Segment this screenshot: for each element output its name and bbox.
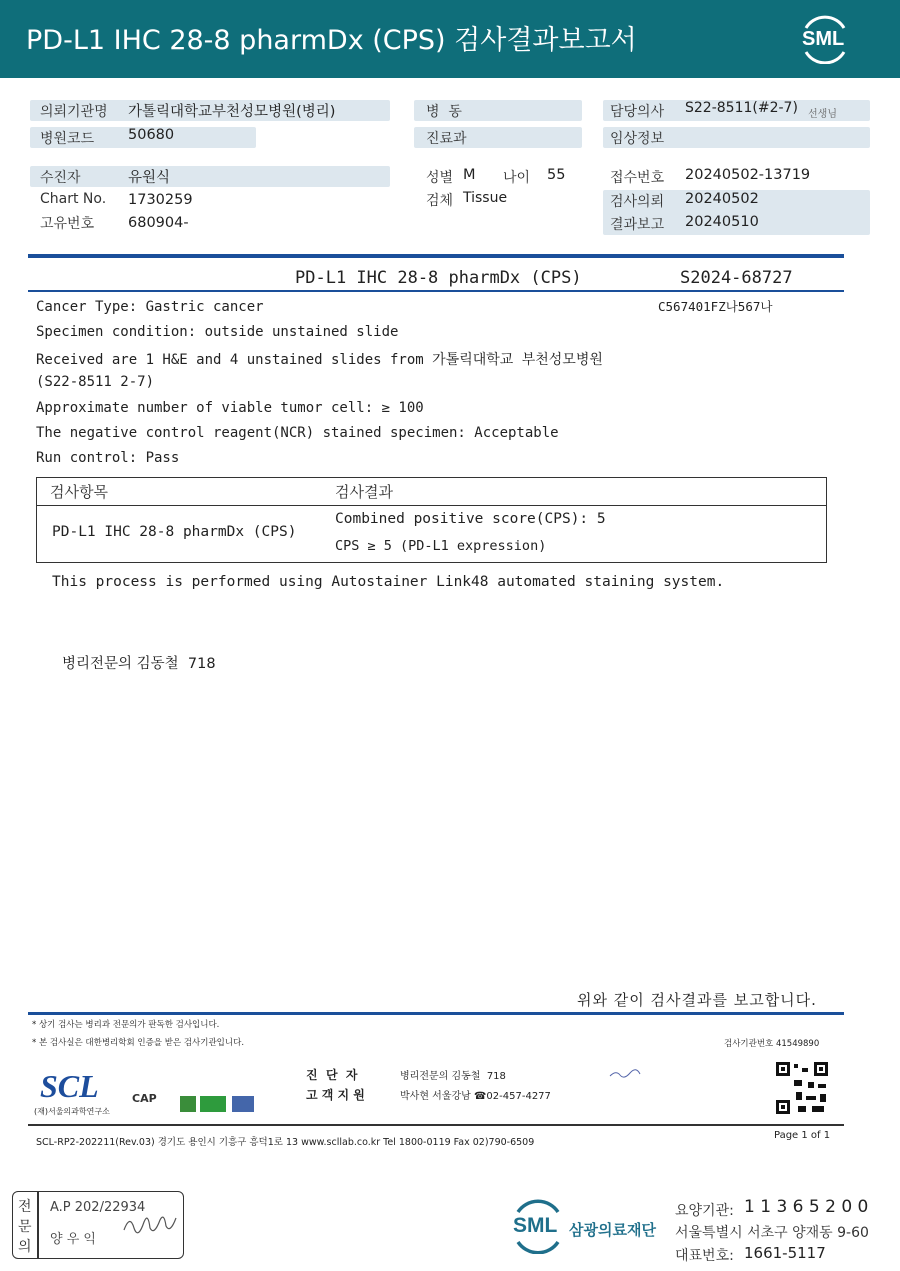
footer-note-1: * 상기 검사는 병리과 전문의가 판독한 검사입니다. bbox=[32, 1020, 220, 1030]
qr-code-icon bbox=[774, 1060, 830, 1116]
stamp-char-3: 의 bbox=[18, 1239, 32, 1255]
closing-statement: 위와 같이 검사결과를 보고합니다. bbox=[577, 991, 817, 1009]
report-line-ncr: The negative control reagent(NCR) stained specimen: Acceptable bbox=[36, 425, 559, 441]
address: 서울특별시 서초구 양재동 9-60 bbox=[675, 1225, 869, 1241]
signature-scribble-icon bbox=[608, 1068, 642, 1080]
id-label: 고유번호 bbox=[40, 216, 95, 232]
sex-label: 성별 bbox=[426, 170, 454, 186]
kolas-mark-icon bbox=[232, 1096, 254, 1112]
result-table-divider bbox=[37, 505, 826, 506]
sex-value: M bbox=[463, 167, 476, 183]
foundation-name: 삼광의료재단 bbox=[569, 1221, 656, 1239]
hospital-code-value: 50680 bbox=[128, 127, 175, 143]
report-header bbox=[0, 0, 900, 78]
id-value: 680904- bbox=[128, 215, 189, 231]
report-top-rule bbox=[28, 254, 844, 258]
footer-note-2: * 본 검사실은 대한병리학회 인증을 받은 검사기관입니다. bbox=[32, 1038, 245, 1048]
scl-name: (재)서울의과학연구소 bbox=[34, 1107, 110, 1116]
report-line-received: Received are 1 H&E and 4 unstained slides from 가톨릭대학교 부천성모병원 bbox=[36, 352, 603, 368]
age-value: 55 bbox=[547, 167, 566, 183]
accreditation-mark-icon bbox=[180, 1096, 196, 1112]
result-cps-interpretation: CPS ≥ 5 (PD-L1 expression) bbox=[335, 538, 547, 554]
report-date-label: 결과보고 bbox=[610, 217, 665, 233]
cap-logo: CAP bbox=[132, 1092, 157, 1105]
result-cps-score: Combined positive score(CPS): 5 bbox=[335, 511, 606, 527]
customer-support-value: 박사현 서울강남 ☎02-457-4277 bbox=[400, 1091, 551, 1102]
handwritten-signature-icon bbox=[120, 1206, 180, 1246]
department-label: 진료과 bbox=[426, 131, 467, 147]
clinical-label: 임상정보 bbox=[610, 131, 665, 147]
report-line-cancer-type: Cancer Type: Gastric cancer bbox=[36, 299, 264, 315]
lab-number: 검사기관번호 41549890 bbox=[724, 1039, 820, 1049]
scl-logo: SCL bbox=[40, 1068, 99, 1104]
stamp-name: 양 우 익 bbox=[50, 1232, 96, 1247]
sml-logo-text: SML bbox=[802, 28, 845, 50]
care-institution-label: 요양기관: bbox=[675, 1203, 734, 1219]
request-label: 검사의뢰 bbox=[610, 194, 665, 210]
eqa-mark-icon bbox=[200, 1096, 226, 1112]
age-label: 나이 bbox=[503, 170, 531, 186]
customer-support-label: 고 객 지 원 bbox=[306, 1088, 365, 1102]
patient-label: 수진자 bbox=[40, 170, 81, 186]
form-info-line: SCL-RP2-202211(Rev.03) 경기도 용인시 기흥구 흥덕1로 13 www.scllab.co.kr Tel 1800-0119 Fax 02)790-6509 bbox=[36, 1137, 535, 1148]
receipt-value: 20240502-13719 bbox=[685, 167, 811, 183]
result-table-header-result: 검사결과 bbox=[335, 483, 393, 501]
ward-label: 병 동 bbox=[426, 104, 462, 120]
process-note: This process is performed using Autostainer Link48 automated staining system. bbox=[52, 574, 725, 590]
page-number: Page 1 of 1 bbox=[774, 1130, 831, 1141]
footer-bottom-rule bbox=[28, 1124, 844, 1126]
chart-label: Chart No. bbox=[40, 191, 107, 207]
pathologist-signature: 병리전문의 김동철 718 bbox=[62, 656, 216, 672]
result-table-header-item: 검사항목 bbox=[50, 483, 108, 501]
stamp-divider bbox=[37, 1192, 39, 1258]
stamp-char-1: 전 bbox=[18, 1199, 32, 1215]
report-title: PD-L1 IHC 28-8 pharmDx (CPS) 검사결과보고서 bbox=[26, 25, 637, 56]
receipt-label: 접수번호 bbox=[610, 170, 665, 186]
phone-label: 대표번호: bbox=[675, 1248, 734, 1264]
hospital-code-label: 병원코드 bbox=[40, 131, 95, 147]
specimen-value: Tissue bbox=[463, 190, 508, 206]
doctor-label: 담당의사 bbox=[610, 104, 665, 120]
report-sub-rule bbox=[28, 290, 844, 292]
report-line-case-ref: (S22-8511 2-7) bbox=[36, 374, 155, 390]
sml-foundation-logo-text: SML bbox=[513, 1214, 558, 1237]
report-line-run-control: Run control: Pass bbox=[36, 450, 180, 466]
specimen-label: 검체 bbox=[426, 193, 454, 209]
patient-value: 유원식 bbox=[128, 170, 171, 186]
test-title: PD-L1 IHC 28-8 pharmDx (CPS) bbox=[295, 268, 582, 288]
sml-logo bbox=[798, 14, 852, 64]
institution-value: 가톨릭대학교부천성모병원(병리) bbox=[128, 104, 336, 120]
result-table-item: PD-L1 IHC 28-8 pharmDx (CPS) bbox=[52, 524, 297, 540]
specimen-code: C567401FZ나567나 bbox=[658, 299, 773, 314]
chart-value: 1730259 bbox=[128, 192, 193, 208]
report-line-specimen-condition: Specimen condition: outside unstained slide bbox=[36, 324, 399, 340]
sml-foundation-logo bbox=[508, 1198, 564, 1254]
institution-label: 의뢰기관명 bbox=[40, 104, 108, 120]
patient-row bbox=[30, 166, 390, 187]
diagnosis-value: 병리전문의 김동철 718 bbox=[400, 1071, 506, 1082]
report-date-value: 20240510 bbox=[685, 214, 759, 230]
ap-number: A.P 202/22934 bbox=[50, 1200, 146, 1215]
case-number: S2024-68727 bbox=[680, 268, 793, 288]
phone-number: 1661-5117 bbox=[744, 1244, 826, 1262]
footer-top-rule bbox=[28, 1012, 844, 1015]
doctor-value: S22-8511(#2-7) bbox=[685, 100, 798, 116]
diagnosis-label: 진 단 자 bbox=[306, 1068, 358, 1082]
request-value: 20240502 bbox=[685, 191, 759, 207]
doctor-suffix: 선생님 bbox=[808, 109, 837, 120]
care-institution-number: 1 1 3 6 5 2 0 0 bbox=[744, 1197, 869, 1217]
stamp-char-2: 문 bbox=[18, 1219, 32, 1235]
report-line-tumor-cell: Approximate number of viable tumor cell: ≥ 100 bbox=[36, 400, 424, 416]
